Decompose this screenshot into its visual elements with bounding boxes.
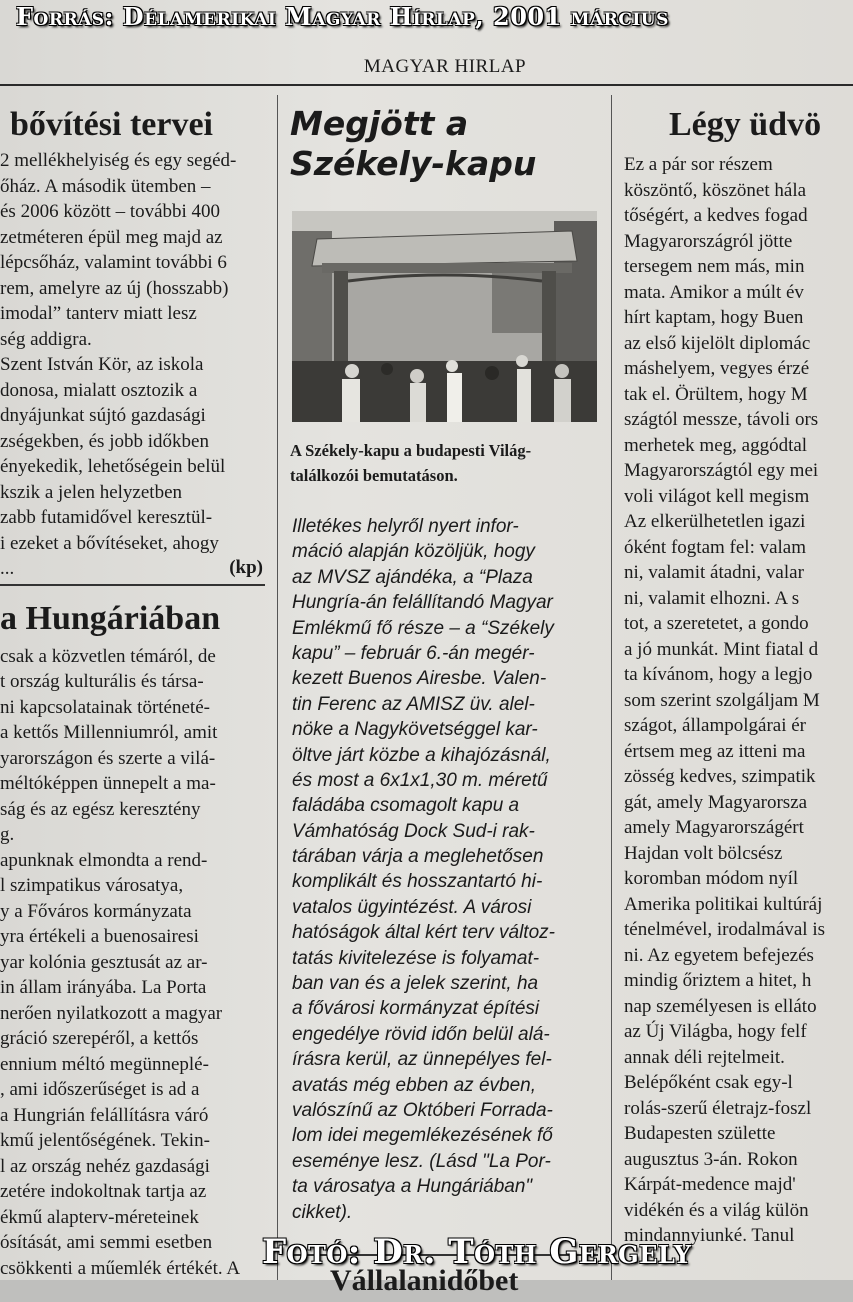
text-line: Hajdan volt bölcsész: [624, 842, 783, 864]
right-column: [624, 104, 853, 1280]
text-line: zösség kedves, szimpatik: [624, 766, 816, 787]
text-line: ta kívánom, hogy a legjo: [624, 664, 813, 685]
text-line: zetére indokoltnak tartja az: [0, 1181, 207, 1202]
text-line: a Hungrián felállításra váró: [0, 1104, 209, 1126]
text-line: ennium méltó megünneplé-: [0, 1053, 209, 1075]
right-article-body: [624, 152, 853, 1249]
text-line: i ezeket a bővítéseket, ahogy: [0, 532, 219, 554]
text-line: nöke a Nagykövetséggel kar-: [292, 719, 538, 741]
text-line: ni, valamit elhozni. A s: [624, 587, 800, 609]
text-line: Illetékes helyről nyert infor-: [292, 516, 519, 537]
text-line: lépcsőház, valamint további 6: [0, 252, 227, 273]
text-line: értsem meg az itteni ma: [624, 740, 806, 762]
left-headline-hungaria: a Hungáriában: [0, 599, 221, 637]
text-line: vatalos ügyintézést. A városi: [292, 896, 532, 918]
text-line: Amerika politikai kultúráj: [624, 893, 823, 915]
text-line: mindannyiunké. Tanul: [624, 1225, 795, 1246]
text-line: ényekedik, lehetőségein belül: [0, 456, 226, 477]
text-line: lom idei megemlékezésének fő: [292, 1125, 553, 1147]
text-line: tot, a szeretetet, a gondo: [624, 613, 809, 634]
caption-line: találkozói bemutatáson.: [290, 466, 458, 485]
left-headline-expansion: bővítési tervei: [10, 106, 213, 143]
text-line: öltve járt közbe a kihajózásnál,: [292, 744, 551, 766]
text-line: ség addigra.: [0, 328, 92, 350]
source-watermark: Forrás: Délamerikai Magyar Hírlap, 2001 március: [16, 2, 669, 31]
headline-line: Székely-kapu: [290, 144, 537, 183]
text-line: kapu” – február 6.-án megér-: [292, 642, 535, 664]
text-line: l szimpatikus városatya,: [0, 875, 184, 896]
text-line: zségekben, és jobb időkben: [0, 430, 209, 452]
text-line: Magyarországról jötte: [624, 230, 793, 252]
column-divider-left: [277, 95, 278, 1280]
text-line: ...: [0, 558, 15, 579]
text-line: komplikált és hosszantartó hi-: [292, 871, 543, 893]
text-line: zetméteren épül meg majd az: [0, 226, 223, 248]
text-line: szágtól messze, távoli ors: [624, 409, 819, 430]
text-line: avatás még ebben az évben,: [292, 1074, 537, 1096]
text-line: Az elkerülhetetlen igazi: [624, 511, 806, 532]
text-line: zabb futamidővel keresztül-: [0, 507, 213, 528]
text-line: som szerint szolgáljam M: [624, 689, 820, 711]
headline-line: Megjött a: [290, 104, 469, 143]
text-line: augusztus 3-án. Rokon: [624, 1148, 798, 1170]
text-line: eseménye lesz. (Lásd "La Por-: [292, 1150, 551, 1172]
text-line: nerően nyilatkozott a magyar: [0, 1002, 223, 1024]
text-line: gráció szerepéről, a kettős: [0, 1028, 199, 1049]
text-line: gát, amely Magyarorsza: [624, 791, 808, 813]
text-line: szágot, állampolgárai ér: [624, 715, 807, 736]
text-line: g.: [0, 824, 15, 845]
text-line: a kettős Millenniumról, amit: [0, 722, 218, 743]
text-line: 2 mellékhelyiség és egy segéd-: [0, 150, 237, 171]
text-line: , ami időszerűséget is ad a: [0, 1079, 200, 1100]
text-line: tatás kivitelezése is folyamat-: [292, 947, 540, 969]
text-line: valószínű az Októberi Forrada-: [292, 1099, 553, 1121]
text-line: ni. Az egyetem befejezés: [624, 944, 814, 966]
text-line: tak el. Örültem, hogy M: [624, 383, 808, 405]
text-line: voli világot kell megism: [624, 485, 810, 507]
text-line: ni, valamit átadni, valar: [624, 562, 804, 583]
text-line: Kárpát-medence majd': [624, 1174, 796, 1195]
text-line: köszöntő, köszönet hála: [624, 179, 807, 201]
text-line: Belépőként csak egy-l: [624, 1072, 793, 1093]
text-line: yra értékeli a buenosairesi: [0, 926, 199, 947]
photo-credit-watermark: Fotó: Dr. Tóth Gergely: [262, 1232, 692, 1272]
middle-article-body: [290, 514, 598, 1225]
left-article-body: [0, 148, 265, 582]
text-line: Vámhatóság Dock Sud-i rak-: [292, 820, 535, 842]
text-line: faládába csomagolt kapu a: [292, 795, 520, 817]
text-line: yarországon és szerte a vilá-: [0, 747, 216, 769]
text-line: apunknak elmondta a rend-: [0, 849, 208, 871]
text-line: y a Főváros kormányzata: [0, 900, 192, 922]
text-line: és most a 6x1x1,30 m. méretű: [292, 769, 548, 791]
text-line: tőségért, a kedves fogad: [624, 205, 808, 226]
text-line: donosa, mialatt osztozik a: [0, 379, 198, 401]
text-line: t ország kulturális és társa-: [0, 671, 204, 692]
text-line: ság és az egész keresztény: [0, 798, 201, 820]
middle-column-lower: [290, 438, 598, 1297]
text-line: óként fogtam fel: valam: [624, 536, 807, 558]
text-line: ni kapcsolatainak történeté-: [0, 696, 210, 718]
text-line: Magyarországtól egy mei: [624, 460, 819, 481]
text-line: a fővárosi kormányzat építési: [292, 998, 540, 1020]
text-line: az Új Világba, hogy felf: [624, 1021, 807, 1042]
text-line: dnyájunkat sújtó gazdasági: [0, 405, 206, 426]
text-line: Emlékmű fő része – a “Székely: [292, 617, 554, 639]
article-separator: [0, 584, 265, 586]
text-line: írásra kerül, az ünnepélyes fel-: [292, 1049, 552, 1071]
left-article-body-2: [0, 644, 265, 1282]
middle-headline: [290, 104, 598, 184]
text-line: imodal” tanterv miatt lesz: [0, 303, 197, 324]
text-line: Budapesten születte: [624, 1123, 776, 1144]
text-line: csökkenti a műemlék értékét. A: [0, 1257, 241, 1279]
text-line: koromban módom nyíl: [624, 868, 799, 889]
text-line: annak déli rejtelmeit.: [624, 1046, 785, 1068]
text-line: kezett Buenos Airesbe. Valen-: [292, 668, 547, 690]
article-signature: (kp): [229, 556, 263, 578]
text-line: csak a közvetlen témáról, de: [0, 645, 216, 667]
text-line: az első kijelölt diplomác: [624, 332, 811, 354]
text-line: ta városatya a Hungáriában": [292, 1176, 533, 1198]
text-line: a jó munkát. Mint fiatal d: [624, 638, 819, 660]
text-line: ékmű alapterv-méreteinek: [0, 1206, 199, 1228]
photo-caption: [290, 438, 598, 488]
text-line: tin Ferenc az AMISZ üv. alel-: [292, 693, 535, 715]
text-line: máshelyem, vegyes érzé: [624, 358, 810, 379]
text-line: Ez a pár sor részem: [624, 154, 773, 175]
text-line: méltóképpen ünnepelt a ma-: [0, 773, 216, 794]
text-line: cikket).: [292, 1201, 353, 1223]
text-line: Hungría-án felállítandó Magyar: [292, 592, 553, 614]
text-line: ténelmével, irodalmával is: [624, 919, 826, 940]
text-line: rolás-szerű életrajz-foszl: [624, 1097, 812, 1119]
text-line: az MVSZ ajándéka, a “Plaza: [292, 566, 533, 588]
text-line: engedélye rövid időn belül alá-: [292, 1023, 550, 1045]
masthead: MAGYAR HIRLAP: [363, 56, 527, 77]
text-line: rem, amelyre az új (hosszabb): [0, 277, 229, 299]
text-line: merhetek meg, aggódtal: [624, 434, 808, 456]
text-line: nap személyesen is elláto: [624, 995, 817, 1017]
text-line: ban van és a jelek szerint, ha: [292, 973, 539, 995]
text-line: hatóságok által kért terv változ-: [292, 922, 555, 944]
text-line: máció alapján közöljük, hogy: [292, 541, 535, 563]
middle-next-headline: Vállalanidőbet: [330, 1264, 519, 1297]
right-headline: Légy üdvö: [669, 106, 822, 143]
szekely-kapu-photo: [292, 211, 597, 422]
text-line: ósítását, ami semmi esetben: [0, 1232, 213, 1253]
text-line: kmű jelentőségének. Tekin-: [0, 1130, 210, 1151]
text-line: vidékén és a világ külön: [624, 1199, 809, 1221]
text-line: mindig őriztem a hitet, h: [624, 970, 812, 991]
text-line: mata. Amikor a múlt év: [624, 281, 804, 303]
text-line: kszik a jelen helyzetben: [0, 481, 183, 503]
text-line: Szent István Kör, az iskola: [0, 354, 204, 375]
text-line: őház. A második ütemben –: [0, 175, 211, 197]
text-line: in állam irányába. La Porta: [0, 977, 207, 998]
text-line: amely Magyarországért: [624, 817, 804, 838]
text-line: tersegem nem más, min: [624, 256, 805, 277]
caption-line: A Székely-kapu a budapesti Világ-: [290, 441, 532, 460]
text-line: hírt kaptam, hogy Buen: [624, 307, 804, 328]
text-line: és 2006 között – további 400: [0, 201, 221, 222]
left-column: [0, 104, 265, 1280]
text-line: l az ország nehéz gazdasági: [0, 1155, 210, 1177]
header-rule: [0, 84, 853, 86]
column-divider-right: [611, 95, 612, 1280]
text-line: tárában várja a meglehetősen: [292, 846, 544, 868]
text-line: yar kolónia gesztusát az ar-: [0, 951, 208, 973]
